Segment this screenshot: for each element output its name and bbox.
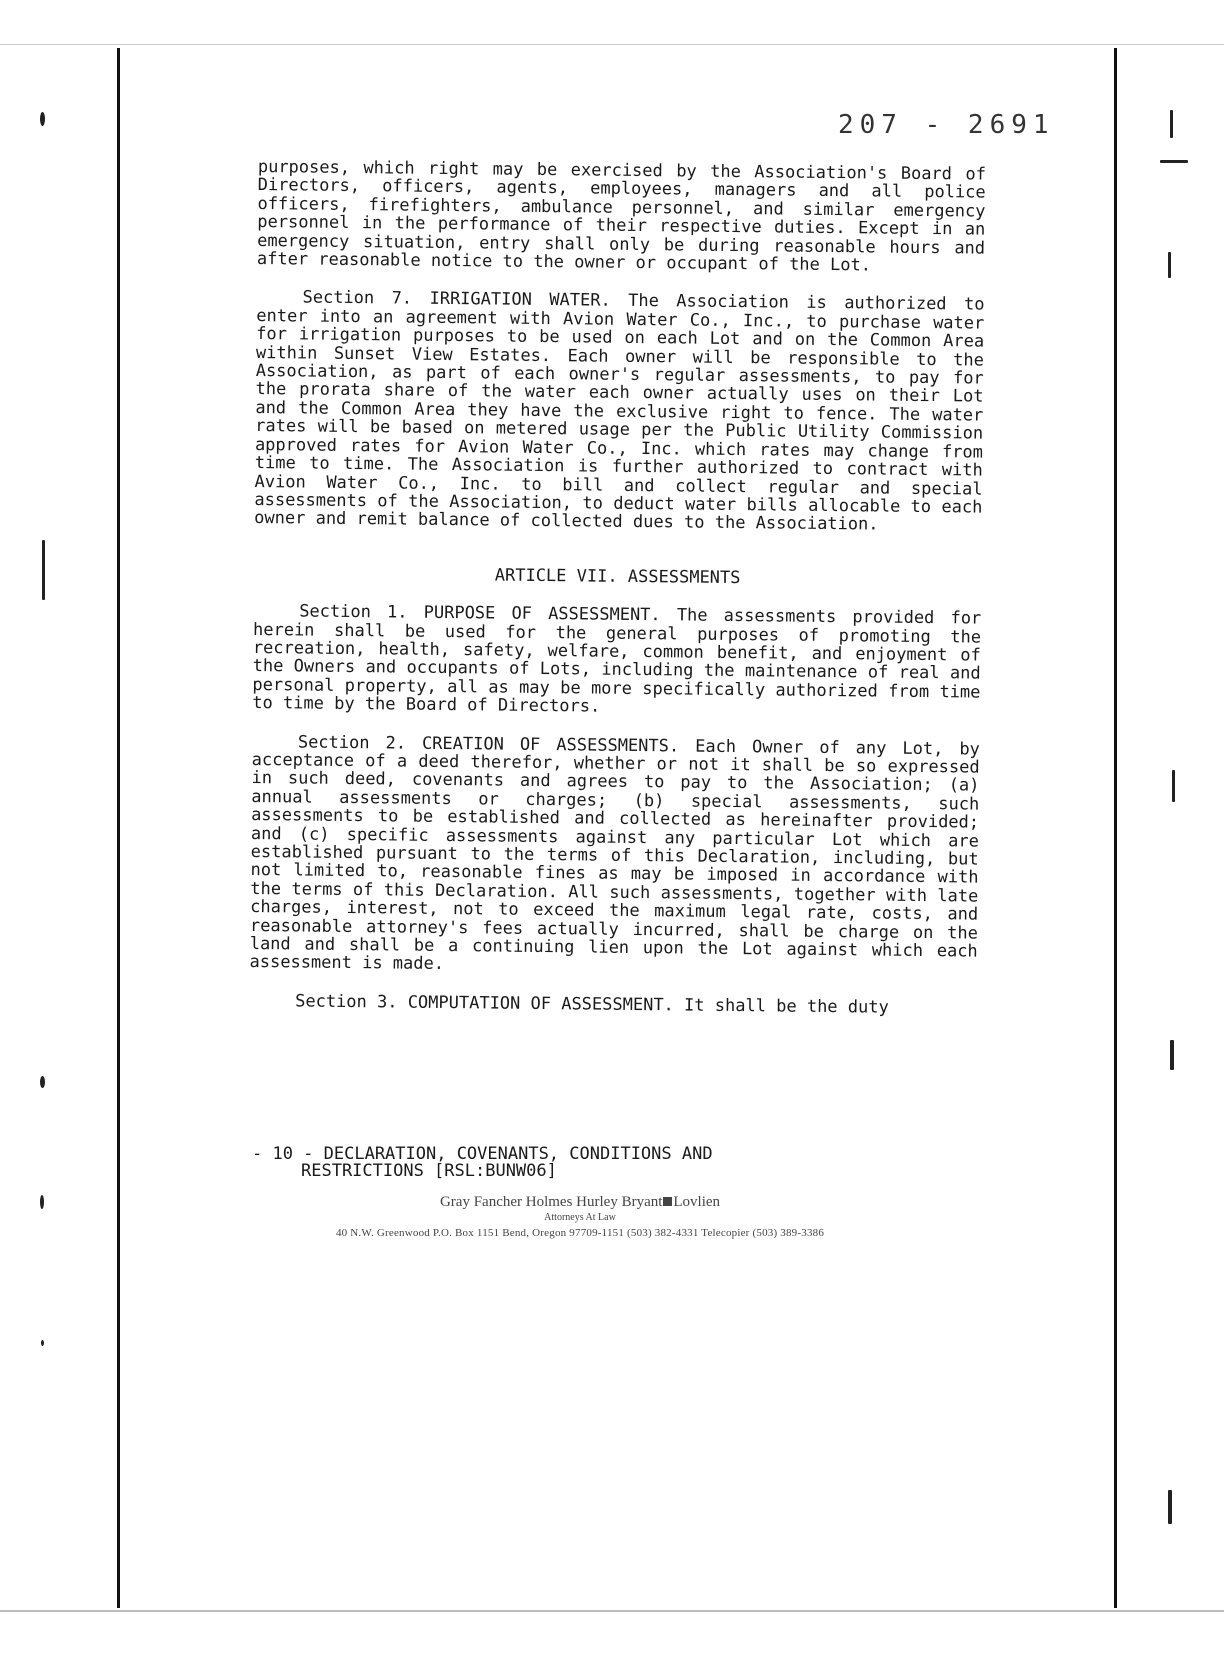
section-1-purpose-of-assessment: Section 1. PURPOSE OF ASSESSMENT. The assessments provided for herein shall be used for the general purposes of promoting the recreation, health, safety, welfare, common benefit, and enjoyment of the Owners and occupants of Lots, including the maintenance of real and personal property, all as may be more specifically authorized from time to time by the Board of Directors. [252,601,982,717]
scan-speck [1170,110,1173,138]
law-firm-letterhead [260,1194,900,1239]
firm-subtitle: Attorneys At Law [544,1212,616,1223]
scan-speck [40,112,45,126]
section-2-creation-of-assessments: Section 2. CREATION OF ASSESSMENTS. Each Owner of any Lot, by acceptance of a deed therefor, whether or not it shall be so expressed in such deed, covenants and agrees to pay to the Association; (a) annual assessments or charges; (b) special assessments, such assessments to be established and collected as hereinafter provided; and (c) specific assessments against any particular Lot which are established pursuant to the terms of this Declaration, including, but not limited to, reasonable fines as may be imposed in accordance with the terms of this Declaration. All such assessments, together with late charges, interest, not to exceed the maximum legal rate, costs, and reasonable attorney's fees actually incurred, shall be charge on the land and shall be a continuing lien upon the Lot against which each assessment is made. [249,732,980,975]
footer-reference [252,1146,812,1180]
footer-ref-line-2: RESTRICTIONS [RSL:BUNW06] [301,1161,557,1181]
scan-border-left [117,48,120,1608]
scan-edge-bottom [0,1610,1224,1612]
firm-name [260,1194,900,1211]
article-heading: ARTICLE VII. ASSESSMENTS [494,565,741,588]
document-body [249,158,986,1018]
scan-speck [41,1340,44,1346]
page-number: 207 - 2691 [838,110,1055,140]
footer-ref-line-1: - 10 - DECLARATION, COVENANTS, CONDITIONS AND [252,1144,713,1164]
firm-name-part-a: Gray Fancher Holmes Hurley Bryant [439,1194,663,1210]
firm-name-part-b: Lovlien [673,1194,721,1210]
scan-speck [1170,1040,1174,1070]
scan-speck [42,540,45,600]
scan-speck [40,1195,44,1209]
section-7-irrigation-water: Section 7. IRRIGATION WATER. The Association is authorized to enter into an agreement with Avion Water Co., Inc., to purchase water for irrigation purposes to be used on each Lot and on the Common Area within Sunset View Estates. Each owner will be responsible to the Association, as part of each owner's regular assessments, to pay for the prorata share of the water each owner actually uses on their Lot and the Common Area they have the exclusive right to fence. The water rates will be based on metered usage per the Public Utility Commission approved rates for Avion Water Co., Inc. which rates may change from time to time. The Association is further authorized to contract with Avion Water Co., Inc. to bill and collect regular and special assessments of the Association, to deduct water bills allocable to each owner and remit balance of collected dues to the Association. [254,287,985,535]
scan-edge-top [0,44,1224,45]
section-3-computation-of-assessment: Section 3. COMPUTATION OF ASSESSMENT. It shall be the duty [295,991,889,1018]
scan-speck [1160,160,1188,163]
paragraph-continuation: purposes, which right may be exercised by the Association's Board of Directors, officers, agents, employees, managers and all police officers, firefighters, ambulance personnel, and similar emergency personnel in the performance of their respective duties. Except in an emergency situation, entry shall only be during reasonable hours and after reasonable notice to the owner or occupant of the Lot. [256,157,986,276]
firm-separator-box-icon [663,1197,672,1206]
scan-speck [1168,1490,1172,1524]
firm-address: 40 N.W. Greenwood P.O. Box 1151 Bend, Oregon 97709-1151 (503) 382-4331 Telecopier (503) 389-3386 [335,1227,825,1239]
scan-speck [1168,252,1171,278]
scan-border-right [1114,48,1117,1608]
scan-speck [1172,770,1175,802]
scan-speck [40,1076,45,1088]
